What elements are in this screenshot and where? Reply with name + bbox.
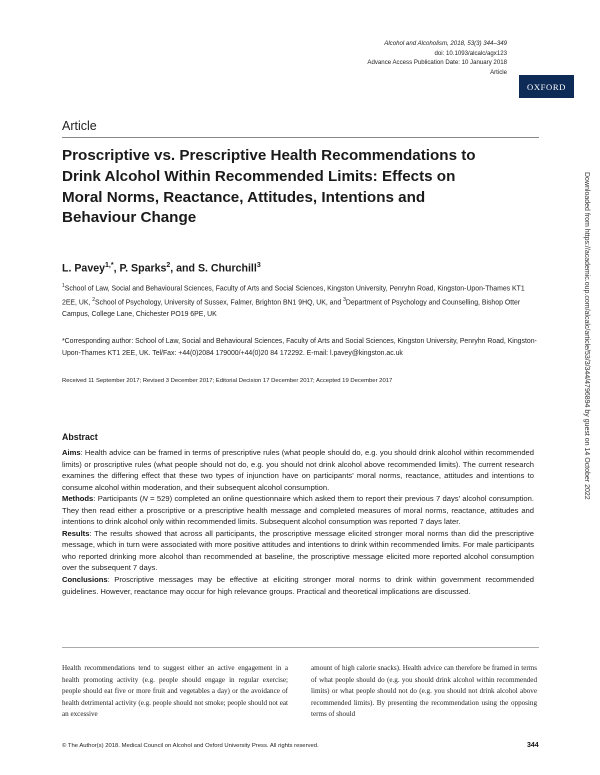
author-affiliation-mark: 1,* <box>105 262 114 269</box>
abstract-body <box>62 447 534 597</box>
page-number: 344 <box>527 742 539 749</box>
section-rule <box>62 137 539 138</box>
affiliation-number: 2 <box>92 296 96 303</box>
abstract-results <box>62 528 534 574</box>
abstract-sample-symbol: N <box>142 494 148 504</box>
affiliation-text: Department of Psychology and Counselling, Bishop Otter Campus, College Lane, Chichester PO19 6PE, UK <box>62 299 521 318</box>
article-title: Proscriptive vs. Prescriptive Health Recommendations to Drink Alcohol Within Recommended Limits: Effects on Moral Norms, Reactance, Attitudes, Intentions and Behaviour Change <box>62 147 476 227</box>
advance-access-date: Advance Access Publication Date: 10 January 2018 <box>367 59 507 67</box>
author-name: P. Sparks <box>119 262 167 275</box>
journal-citation: Alcohol and Alcoholism, 2018, 53(3) 344–349 <box>384 40 507 47</box>
journal-header <box>367 39 507 77</box>
abstract-aims <box>62 447 534 493</box>
affiliation-number: 3 <box>343 296 346 303</box>
affiliation-text: School of Law, Social and Behavioural Sciences, Faculty of Arts and Social Sciences, Kingston University, Penryhn Road, Kingston-Upon-Thames KT1 2EE, UK, <box>62 285 525 307</box>
abstract-label: Results <box>62 528 90 538</box>
author-name: S. Churchill <box>197 262 257 275</box>
affiliation-number: 1 <box>62 283 65 289</box>
abstract-text: : Participants ( <box>93 494 143 504</box>
abstract-text: : Proscriptive messages may be effective at eliciting stronger moral norms to drink within government recommended guidelines. However, reactance may occur for high relevance groups. Practical and theoretical implications are discussed. <box>62 575 534 596</box>
abstract-conclusions <box>62 574 534 597</box>
download-watermark <box>580 172 590 622</box>
corresponding-author: *Corresponding author: School of Law, Social and Behavioural Sciences, Faculty of Arts and Social Sciences, Kingston University, Penryhn Road, Kingston-Upon-Thames KT1 2EE, UK. Tel/Fax: +44(0)2084 179000/+44(0)20 84 172292. E-mail: l.pavey@kingston.ac.uk <box>62 338 537 357</box>
author-separator: , <box>113 262 120 275</box>
body-column-left: Health recommendations tend to suggest either an active engagement in a health promoting activity (e.g. people should engage in regular exercise; people should eat five or more fruit and vegetables a day) or the avoidance of health detrimental activity (e.g. people should not smoke; people should not eat an excessive <box>62 664 288 718</box>
author-separator: , and <box>170 262 198 275</box>
author-name: L. Pavey <box>62 262 105 275</box>
received-dates: Received 11 September 2017; Revised 3 December 2017; Editorial Decision 17 December 2017; Accepted 19 December 2017 <box>62 378 393 384</box>
abstract-label: Conclusions <box>62 575 108 585</box>
author-affiliation-mark: 3 <box>256 262 261 269</box>
body-column-right: amount of high calorie snacks). Health advice can therefore be framed in terms of what people should do (e.g. you should drink alcohol within recommended limits) or what people should not do (e.g. you should not drink alcohol above recommended limits). By presenting the recommendation using the opposing terms of should <box>311 664 537 718</box>
author-list <box>62 262 261 275</box>
abstract-heading: Abstract <box>62 432 98 442</box>
section-label: Article <box>62 119 97 133</box>
doi[interactable]: doi: 10.1093/alcalc/agx123 <box>434 49 507 57</box>
abstract-text: = 529) completed an online questionnaire which asked them to report their previous 7 days' alcohol consumption. They then read either a proscriptive or a prescriptive health message and completed measures of moral norms, reactance, attitudes and intentions to drink alcohol only within recommended limits. Subsequent alcohol consumption was reported 7 days later. <box>62 494 534 527</box>
copyright-notice: © The Author(s) 2018. Medical Council on Alcohol and Oxford University Press. All rights reserved. <box>62 743 319 749</box>
abstract-label: Methods <box>62 494 94 504</box>
article-type: Article <box>490 68 507 76</box>
abstract-methods <box>62 493 534 528</box>
author-affiliation-mark: 2 <box>166 262 171 269</box>
abstract-divider <box>62 647 539 648</box>
abstract-text: : The results showed that across all participants, the proscriptive message elicited stronger moral norms than did the prescriptive message, which in turn were associated with more positive attitudes and intentions to drink within recommended limits. For male participants who reported drinking more alcohol than recommended at baseline, the proscriptive message elicited more reported alcohol consumption over the subsequent 7 days. <box>62 528 534 573</box>
abstract-text: : Health advice can be framed in terms of prescriptive rules (what people should do, e.g. you should drink alcohol within recommended limits) or proscriptive rules (what people should not do, e.g. you should not drink alcohol above recommended limits). The current research examines the differing effect that these two types of injunction have on participants' moral norms, reactance, attitudes and intentions to consume alcohol within moderation, and their subsequent alcohol consumption. <box>62 448 534 492</box>
abstract-label: Aims <box>62 448 81 457</box>
affiliations <box>62 281 540 320</box>
oxford-logo: OXFORD <box>519 75 574 98</box>
affiliation-text: School of Psychology, University of Sussex, Falmer, Brighton BN1 9HQ, UK, and <box>95 299 344 307</box>
download-watermark-text: Downloaded from https://academic.oup.com/alcalc/article/53/3/344/4796894 by guest on 14 October 2022 <box>583 172 590 500</box>
